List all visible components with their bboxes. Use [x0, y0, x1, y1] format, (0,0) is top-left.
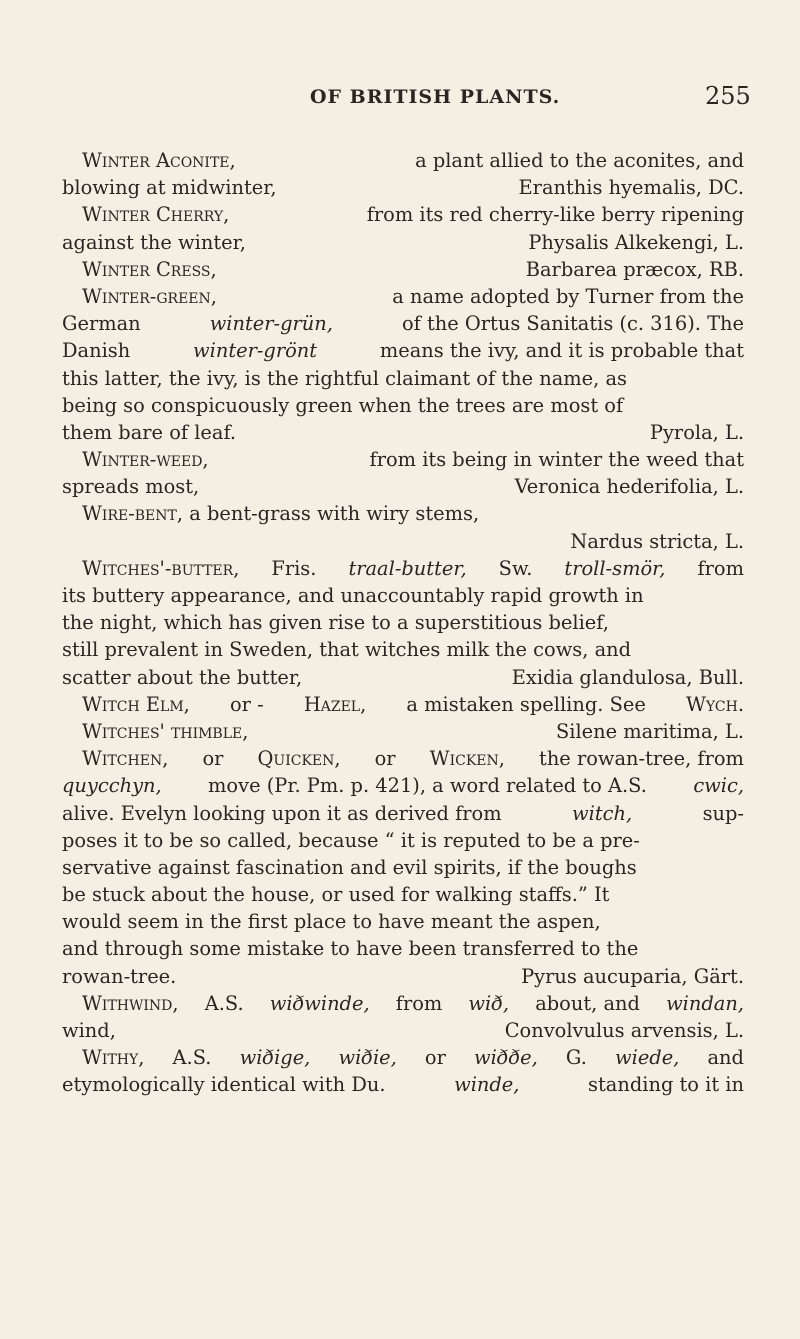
botanical-name: Pyrola, L. [649, 420, 744, 444]
text-run: and through some mistake to have been transferred to the [62, 937, 639, 961]
text-run: A.S. [172, 1046, 212, 1070]
page-body [62, 147, 744, 1099]
foreign-word: wiðie, [338, 1046, 397, 1070]
text-line [62, 365, 744, 392]
foreign-word: wið, [468, 991, 510, 1015]
foreign-word: windan, [666, 991, 744, 1015]
text-run: alive. Evelyn looking upon it as derived from [62, 801, 502, 825]
text-line [62, 1017, 744, 1044]
text-run: the night, which has given rise to a superstitious belief, [62, 611, 609, 635]
foreign-word: winter-grün, [209, 312, 333, 336]
page-header [0, 82, 800, 126]
text-line [62, 935, 744, 962]
botanical-name: Nardus stricta, L. [570, 529, 744, 553]
text-run: of the Ortus Sanitatis (c. 316). The [401, 312, 744, 336]
entry-text: against the winter, [62, 230, 246, 254]
foreign-word: troll-smör, [564, 556, 666, 580]
botanical-name: Pyrus aucuparia, Gärt. [521, 964, 744, 988]
text-run: being so conspicuously green when the trees are most of [62, 393, 624, 417]
entry-text: a bent-grass with wiry stems, [189, 502, 480, 526]
foreign-word: winde, [454, 1073, 520, 1097]
text-line [62, 664, 744, 691]
entry-text: from its red cherry-like berry ripening [366, 203, 744, 227]
entry-term-variant: Wicken, [429, 747, 505, 771]
text-run: be stuck about the house, or used for walking staffs.” It [62, 883, 610, 907]
foreign-word: wiðige, [239, 1046, 311, 1070]
entry-winter-cherry [62, 201, 744, 228]
botanical-name: Barbarea præcox, RB. [525, 257, 744, 281]
text-run: scatter about the butter, [62, 665, 303, 689]
text-line [62, 419, 744, 446]
entry-withy [62, 1044, 744, 1071]
text-run: sup- [702, 801, 744, 825]
entry-term: Winter Aconite, [82, 149, 236, 172]
entry-text: from its being in winter the weed that [369, 448, 744, 472]
entry-term: Witchen, [82, 747, 169, 771]
text-run: or [374, 747, 396, 771]
text-run: about, and [535, 991, 640, 1015]
page-number: 255 [705, 82, 751, 110]
botanical-name: Veronica hederifolia, L. [514, 475, 744, 499]
entry-term: Withy, [82, 1046, 145, 1070]
text-run: or [202, 747, 224, 771]
text-run: or [424, 1046, 446, 1070]
entry-term: Winter Cherry, [82, 203, 230, 227]
text-run: Danish [62, 339, 131, 363]
entry-term: Withwind, [82, 991, 179, 1015]
entry-term: Wire-bent, [82, 502, 184, 526]
entry-term-variant: Quicken, [257, 747, 341, 771]
entry-witch-elm [62, 691, 744, 718]
entry-term: Winter Cress, [82, 257, 217, 281]
running-title: OF BRITISH PLANTS. [310, 86, 561, 108]
text-line [62, 827, 744, 854]
entry-witchen [62, 745, 744, 772]
text-run: Sw. [498, 556, 533, 580]
text-run: a mistaken spelling. See [406, 692, 646, 716]
entry-term: Witch Elm, [82, 692, 190, 716]
botanical-name: Silene maritima, L. [555, 719, 744, 743]
text-line [62, 908, 744, 935]
text-line [62, 473, 744, 500]
entry-winter-green [62, 283, 744, 310]
text-run: this latter, the ivy, is the rightful claimant of the name, as [62, 366, 627, 390]
text-run: means the ivy, and it is probable that [379, 339, 744, 363]
entry-term-variant: Hazel, [303, 692, 367, 716]
text-run: A.S. [204, 991, 244, 1015]
text-run: wind, [62, 1019, 116, 1042]
foreign-word: wiede, [615, 1046, 680, 1070]
text-line [62, 854, 744, 881]
text-run: move (Pr. Pm. p. 421), a word related to A.S. [208, 774, 647, 798]
text-line [62, 963, 744, 990]
text-run: them bare of leaf. [62, 420, 237, 444]
entry-winter-aconite [62, 147, 744, 174]
text-run: from [697, 556, 744, 580]
text-line [62, 636, 744, 663]
foreign-word: wiððe, [474, 1046, 538, 1070]
entry-wire-bent [62, 500, 744, 527]
text-run: the rowan-tree, from [539, 747, 744, 771]
text-run: Fris. [271, 556, 317, 580]
text-run: standing to it in [588, 1073, 744, 1097]
entry-witches-thimble [62, 718, 744, 745]
text-line [62, 392, 744, 419]
text-line [62, 609, 744, 636]
text-line [62, 310, 744, 337]
text-run: poses it to be so called, because “ it is reputed to be a pre- [62, 828, 640, 852]
foreign-word: wiðwinde, [269, 991, 370, 1015]
cross-reference: Wych. [685, 692, 744, 716]
entry-term: Winter-green, [82, 284, 217, 308]
foreign-word: quycchyn, [62, 774, 162, 798]
entry-text: a name adopted by Turner from the [392, 284, 744, 308]
text-line [62, 174, 744, 201]
entry-text: blowing at midwinter, [62, 176, 277, 200]
foreign-word: winter-grönt [193, 339, 318, 363]
text-line [62, 229, 744, 256]
text-line [62, 582, 744, 609]
entry-term: Winter-weed, [82, 448, 209, 472]
botanical-name: Eranthis hyemalis, DC. [518, 176, 744, 200]
entry-term: Witches' thimble, [82, 719, 249, 743]
foreign-word: witch, [572, 801, 633, 825]
text-run: rowan-tree. [62, 964, 177, 988]
foreign-word: cwic, [693, 774, 744, 798]
text-run: G. [565, 1046, 587, 1070]
text-run: its buttery appearance, and unaccountably rapid growth in [62, 584, 644, 607]
text-run: German [62, 312, 141, 336]
entry-winter-cress [62, 256, 744, 283]
text-run: from [395, 991, 443, 1015]
foreign-word: traal-butter, [348, 556, 467, 580]
entry-term: Witches'-butter, [82, 556, 240, 580]
text-run: servative against fascination and evil spirits, if the boughs [62, 855, 637, 879]
text-run: and [707, 1046, 744, 1070]
text-line [62, 881, 744, 908]
text-line [62, 772, 744, 799]
botanical-name: Exidia glandulosa, Bull. [511, 665, 744, 689]
botanical-name: Physalis Alkekengi, L. [528, 230, 744, 254]
botanical-name: Convolvulus arvensis, L. [504, 1019, 744, 1042]
text-line [62, 1071, 744, 1098]
text-run: etymologically identical with Du. [62, 1073, 386, 1097]
text-run: still prevalent in Sweden, that witches milk the cows, and [62, 638, 632, 662]
entry-text: spreads most, [62, 475, 200, 499]
text-line [62, 337, 744, 364]
entry-witches-butter [62, 555, 744, 582]
entry-text: a plant allied to the aconites, and [415, 149, 744, 172]
text-run: or - [230, 692, 264, 716]
entry-winter-weed [62, 446, 744, 473]
text-line [62, 528, 744, 555]
text-line [62, 800, 744, 827]
entry-withwind [62, 990, 744, 1017]
text-run: would seem in the first place to have meant the aspen, [62, 910, 601, 934]
